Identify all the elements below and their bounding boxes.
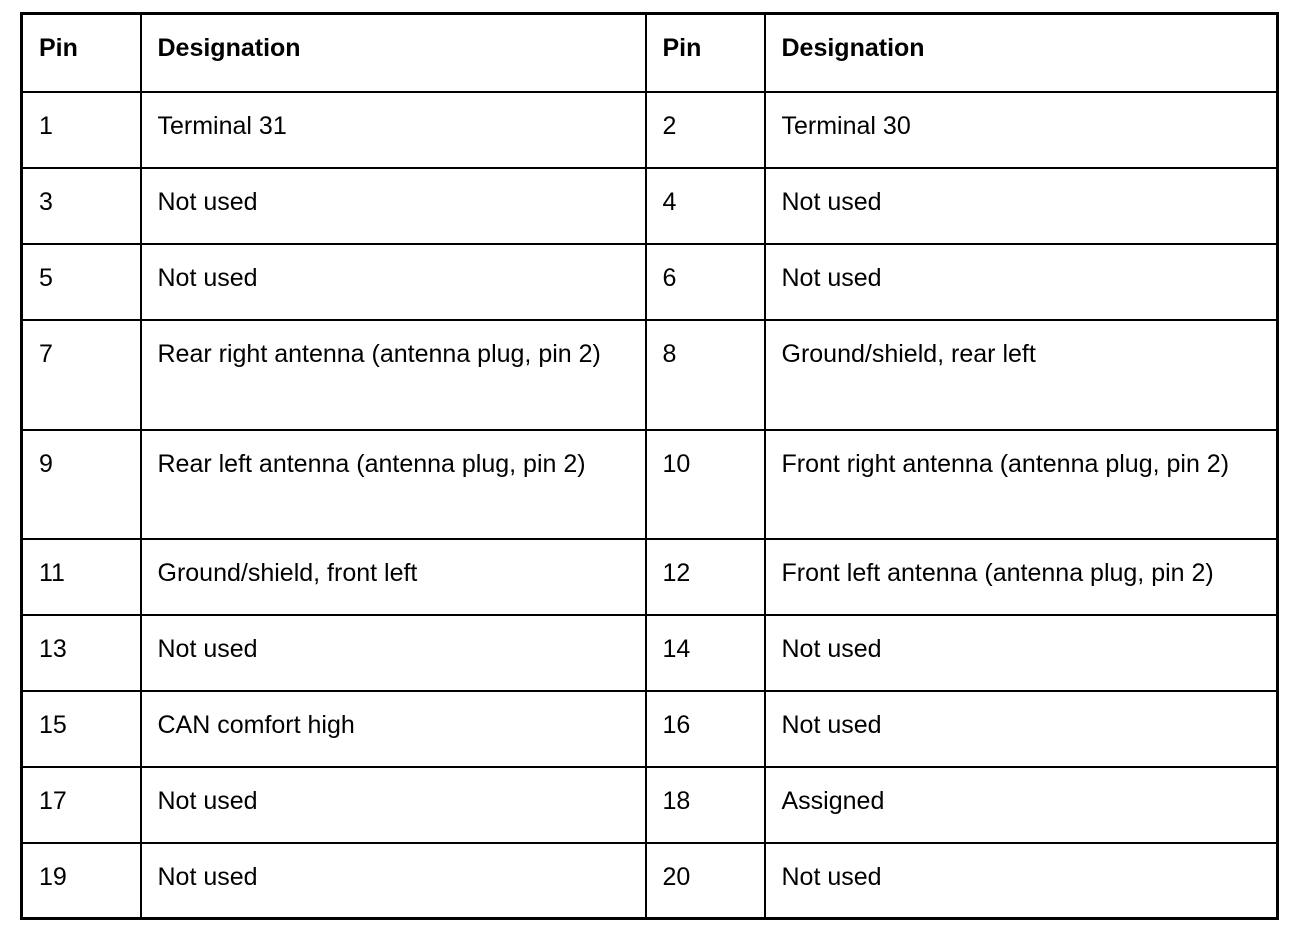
designation-cell: Rear right antenna (antenna plug, pin 2) <box>141 320 646 430</box>
designation-cell: Front right antenna (antenna plug, pin 2) <box>765 430 1278 539</box>
designation-cell: Not used <box>141 843 646 919</box>
pin-cell: 19 <box>22 843 141 919</box>
pin-cell: 1 <box>22 92 141 168</box>
pin-cell: 18 <box>646 767 765 843</box>
pin-cell: 9 <box>22 430 141 539</box>
designation-cell: Rear left antenna (antenna plug, pin 2) <box>141 430 646 539</box>
pin-cell: 17 <box>22 767 141 843</box>
designation-cell: Not used <box>765 615 1278 691</box>
pin-cell: 20 <box>646 843 765 919</box>
designation-cell: Ground/shield, rear left <box>765 320 1278 430</box>
pin-cell: 6 <box>646 244 765 320</box>
header-pin: Pin <box>22 14 141 92</box>
pin-assignment-table <box>20 12 1279 920</box>
header-designation: Designation <box>765 14 1278 92</box>
designation-cell: Not used <box>765 244 1278 320</box>
pin-cell: 14 <box>646 615 765 691</box>
header-designation: Designation <box>141 14 646 92</box>
pin-cell: 10 <box>646 430 765 539</box>
table-header-row <box>22 14 1278 92</box>
table-row <box>22 843 1278 919</box>
table-row <box>22 244 1278 320</box>
table-row <box>22 539 1278 615</box>
designation-cell: Terminal 31 <box>141 92 646 168</box>
pin-cell: 11 <box>22 539 141 615</box>
designation-cell: Not used <box>141 767 646 843</box>
designation-cell: Not used <box>141 168 646 244</box>
designation-cell: CAN comfort high <box>141 691 646 767</box>
designation-cell: Not used <box>765 843 1278 919</box>
designation-cell: Not used <box>765 168 1278 244</box>
pin-cell: 15 <box>22 691 141 767</box>
designation-cell: Front left antenna (antenna plug, pin 2) <box>765 539 1278 615</box>
table-row <box>22 615 1278 691</box>
table-row <box>22 92 1278 168</box>
table-row <box>22 430 1278 539</box>
pin-cell: 5 <box>22 244 141 320</box>
pin-cell: 16 <box>646 691 765 767</box>
pin-cell: 8 <box>646 320 765 430</box>
designation-cell: Not used <box>141 244 646 320</box>
pin-cell: 4 <box>646 168 765 244</box>
designation-cell: Not used <box>765 691 1278 767</box>
designation-cell: Terminal 30 <box>765 92 1278 168</box>
pin-cell: 12 <box>646 539 765 615</box>
table-row <box>22 320 1278 430</box>
table-row <box>22 767 1278 843</box>
designation-cell: Not used <box>141 615 646 691</box>
pin-cell: 2 <box>646 92 765 168</box>
table-row <box>22 168 1278 244</box>
table-row <box>22 691 1278 767</box>
header-pin: Pin <box>646 14 765 92</box>
designation-cell: Ground/shield, front left <box>141 539 646 615</box>
pin-cell: 3 <box>22 168 141 244</box>
pin-cell: 7 <box>22 320 141 430</box>
pin-cell: 13 <box>22 615 141 691</box>
designation-cell: Assigned <box>765 767 1278 843</box>
